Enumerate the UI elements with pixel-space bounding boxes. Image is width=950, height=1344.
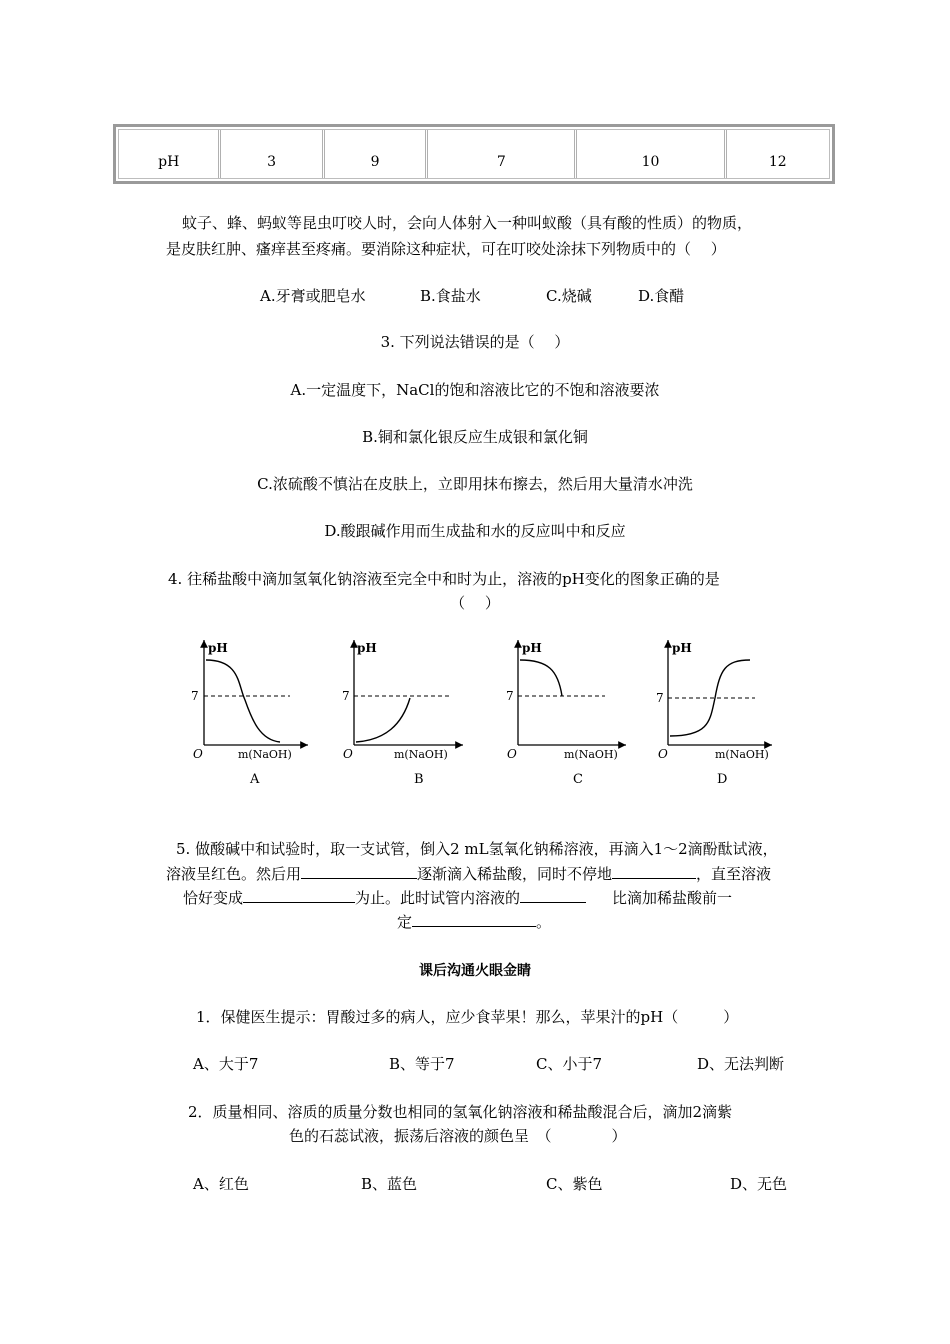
ph-table [113,124,835,184]
graph-c [506,640,626,787]
table-cell: 9 [325,130,428,178]
table-cell: pH [119,130,221,178]
table-cell: 3 [221,130,324,178]
q3-stem: 3. 下列说法错误的是（ ） [380,333,570,351]
q5-line3-text-a: 恰好变成 [183,889,244,907]
graph-a-label: A [250,772,260,787]
q5-line3 [183,886,732,908]
q5-line4 [397,910,551,932]
graph-b-origin: O [343,747,353,761]
q5-line3-text-c: 比滴加稀盐酸前一 [612,889,733,907]
graph-d-xlabel: m(NaOH) [715,748,769,761]
graph-b-ylabel: pH [357,641,377,655]
q4-paren: （ ） [450,594,500,612]
q4-stem: 4. 往稀盐酸中滴加氢氧化钠溶液至完全中和时为止，溶液的pH变化的图象正确的是 [168,570,720,588]
blank-field[interactable] [243,886,355,903]
graph-d-label: D [717,772,728,787]
graph-d-origin: O [658,747,668,761]
q5-line4-text-b: 。 [536,913,552,931]
blank-field[interactable] [612,862,696,879]
q2-option-b: B.食盐水 [420,287,481,305]
q3-option-a: A.一定温度下，NaCl的饱和溶液比它的不饱和溶液要浓 [290,381,660,399]
table-cell: 10 [577,130,726,178]
graph-a [191,640,308,787]
graph-a-xlabel: m(NaOH) [238,748,292,761]
h2-line1: 2．质量相同、溶质的质量分数也相同的氢氧化钠溶液和稀盐酸混合后，滴加2滴紫 [188,1103,733,1121]
graph-c-ref: 7 [506,689,514,703]
h1-option-c: C、小于7 [536,1055,603,1073]
h1-stem: 1．保健医生提示：胃酸过多的病人，应少食苹果！那么，苹果汁的pH（ ） [196,1008,739,1026]
h2-option-c: C、紫色 [546,1175,603,1193]
h1-option-b: B、等于7 [389,1055,455,1073]
graph-b-label: B [414,772,424,787]
graph-b-xlabel: m(NaOH) [394,748,448,761]
h2-option-b: B、蓝色 [361,1175,418,1193]
q5-line2 [166,862,771,884]
q3-option-c: C.浓硫酸不慎沾在皮肤上，立即用抹布擦去，然后用大量清水冲洗 [257,475,693,493]
q4-graphs [180,630,790,795]
table-cell: 12 [768,154,787,170]
blank-field[interactable] [301,862,417,879]
q5-line1: 5. 做酸碱中和试验时，取一支试管，倒入2 mL氢氧化钠稀溶液，再滴入1～2滴酚酞试液， [176,840,778,858]
h2-option-a: A、红色 [193,1175,249,1193]
graph-d-ref: 7 [656,691,664,705]
graph-c-ylabel: pH [522,641,542,655]
graph-d [656,640,772,787]
graph-c-origin: O [507,747,517,761]
q2-line1: 蚊子、蜂、蚂蚁等昆虫叮咬人时，会向人体射入一种叫蚁酸（具有酸的性质）的物质， [182,214,753,232]
section-title: 课后沟通火眼金睛 [419,963,531,979]
q5-line4-text-a: 定 [397,913,413,931]
graph-a-ref: 7 [191,689,199,703]
graph-a-origin: O [193,747,203,761]
q5-line2-text-a: 溶液呈红色。然后用 [166,865,302,883]
q2-option-c: C.烧碱 [546,287,592,305]
graph-a-ylabel: pH [208,641,228,655]
h1-option-d: D、无法判断 [697,1055,785,1073]
q5-line3-text-b: 为止。此时试管内溶液的 [355,889,521,907]
h2-line2: 色的石蕊试液，振荡后溶液的颜色呈 （ ） [289,1127,627,1145]
q2-line2: 是皮肤红肿、瘙痒甚至疼痛。要消除这种症状，可在叮咬处涂抹下列物质中的（ ） [166,240,726,258]
q3-option-d: D.酸跟碱作用而生成盐和水的反应叫中和反应 [324,522,626,540]
graph-c-xlabel: m(NaOH) [564,748,618,761]
q5-line2-text-c: ，直至溶液 [696,865,772,883]
q5-line2-text-b: 逐渐滴入稀盐酸，同时不停地 [417,865,613,883]
h2-option-d: D、无色 [730,1175,788,1193]
h1-option-a: A、大于7 [193,1055,259,1073]
ph-table-row [118,129,830,179]
q3-option-b: B.铜和氯化银反应生成银和氯化铜 [362,428,588,446]
graph-d-ylabel: pH [672,641,692,655]
table-cell: 7 [428,130,577,178]
graph-c-label: C [573,772,583,787]
graph-b [342,640,463,787]
q2-option-a: A.牙膏或肥皂水 [260,287,366,305]
q2-option-d: D.食醋 [638,287,685,305]
blank-field[interactable] [412,910,536,927]
blank-field[interactable] [520,886,586,903]
graph-b-ref: 7 [342,689,350,703]
